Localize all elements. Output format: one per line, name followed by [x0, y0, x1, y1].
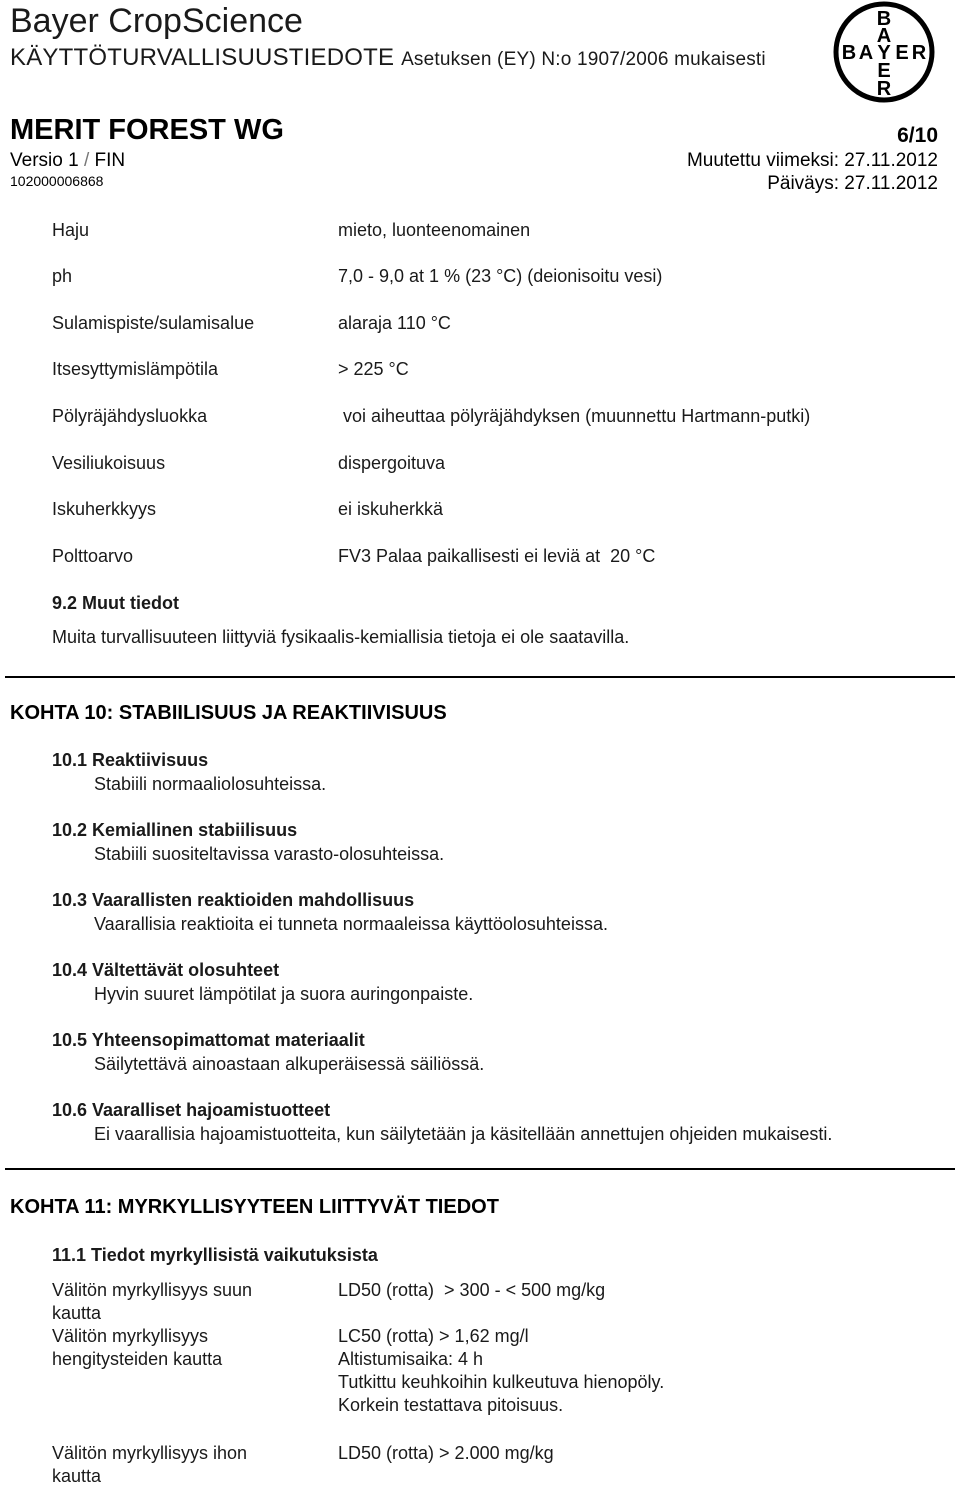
logo-letter-e-horizontal: E	[895, 42, 909, 64]
property-label-calorific-value: Polttoarvo	[52, 546, 134, 566]
logo-letter-e: E	[877, 60, 891, 82]
section-10-title: KOHTA 10: STABIILISUUS JA REAKTIIVISUUS	[10, 702, 447, 724]
toxicity-value-inhalation	[338, 1325, 664, 1417]
property-value-ph: 7,0 - 9,0 at 1 % (23 °C) (deionisoitu vesi)	[338, 266, 663, 286]
toxicity-label-inhalation	[52, 1325, 222, 1371]
logo-letter-a: A	[876, 25, 892, 47]
product-name: MERIT FOREST WG	[10, 114, 284, 146]
section-divider	[5, 676, 955, 678]
toxicology-subheading: 11.1 Tiedot myrkyllisistä vaikutuksista	[52, 1245, 378, 1265]
property-label-autoignition: Itsesyttymislämpötila	[52, 359, 219, 379]
section-divider	[5, 1168, 955, 1170]
toxicity-label-oral	[52, 1279, 252, 1325]
property-value-dust-explosion: voi aiheuttaa pölyräjähdyksen (muunnettu Hartmann-putki)	[338, 406, 811, 426]
toxicity-value-line: Tutkittu keuhkoihin kulkeutuva hienopöly.	[338, 1372, 665, 1392]
document-number: 102000006868	[10, 173, 104, 189]
version-label: Versio	[10, 150, 63, 171]
property-value-autoignition: > 225 °C	[338, 359, 409, 379]
property-label-melting-point: Sulamispiste/sulamisalue	[52, 313, 255, 333]
toxicity-value-line: LC50 (rotta) > 1,62 mg/l	[338, 1326, 529, 1346]
property-value-melting-point: alaraja 110 °C	[338, 313, 451, 333]
subsection-text: Ei vaarallisia hajoamistuotteita, kun säilytetään ja käsitellään annettujen ohjeiden mukaisesti.	[94, 1124, 833, 1144]
page-number: 6/10	[897, 124, 938, 147]
other-info-text: Muita turvallisuuteen liittyviä fysikaalis-kemiallisia tietoja ei ole saatavilla.	[52, 627, 630, 647]
document-type-label: KÄYTTÖTURVALLISUUSTIEDOTE	[10, 44, 395, 71]
toxicity-value-line: LD50 (rotta) > 300 - < 500 mg/kg	[338, 1280, 606, 1300]
toxicity-value-line: Korkein testattava pitoisuus.	[338, 1395, 564, 1415]
toxicity-label-line: Välitön myrkyllisyys	[52, 1326, 209, 1346]
subsection-heading: 10.3 Vaarallisten reaktioiden mahdollisuus	[52, 890, 415, 910]
toxicity-value-line: Altistumisaika: 4 h	[338, 1349, 484, 1369]
section-11-title: KOHTA 11: MYRKYLLISYYTEEN LIITTYVÄT TIEDOT	[10, 1196, 499, 1218]
toxicity-label-line: kautta	[52, 1466, 102, 1486]
property-value-calorific-value: FV3 Palaa paikallisesti ei leviä at 20 °C	[338, 546, 656, 566]
regulation-text: Asetuksen (EY) N:o 1907/2006 mukaisesti	[401, 49, 766, 70]
subsection-heading: 10.4 Vältettävät olosuhteet	[52, 960, 280, 980]
toxicity-value-oral	[338, 1279, 605, 1302]
version-separator: /	[83, 150, 90, 171]
subsection-heading: 10.2 Kemiallinen stabiilisuus	[52, 820, 298, 840]
subsection-text: Hyvin suuret lämpötilat ja suora auringonpaiste.	[94, 984, 474, 1004]
property-label-odour: Haju	[52, 220, 90, 240]
toxicity-value-dermal	[338, 1442, 554, 1465]
toxicity-label-dermal	[52, 1442, 247, 1488]
document-type	[10, 44, 766, 72]
property-label-ph: ph	[52, 266, 73, 286]
subsection-text: Vaarallisia reaktioita ei tunneta normaaleissa käyttöolosuhteissa.	[94, 914, 608, 934]
bayer-logo	[832, 0, 936, 104]
logo-letter-y: Y	[877, 42, 891, 64]
last-modified: Muutettu viimeksi: 27.11.2012	[686, 150, 938, 171]
version-info	[10, 150, 125, 172]
toxicity-label-line: kautta	[52, 1303, 102, 1323]
subsection-text: Stabiili suositeltavissa varasto-olosuhteissa.	[94, 844, 445, 864]
toxicity-label-line: Välitön myrkyllisyys ihon	[52, 1443, 248, 1463]
logo-letter-b-horizontal: B	[841, 42, 857, 64]
property-value-water-solubility: dispergoituva	[338, 453, 446, 473]
property-value-odour: mieto, luonteenomainen	[338, 220, 531, 240]
version-number: 1	[68, 150, 79, 171]
subsection-text: Stabiili normaaliolosuhteissa.	[94, 774, 327, 794]
version-language: FIN	[94, 150, 126, 171]
property-label-water-solubility: Vesiliukoisuus	[52, 453, 166, 473]
subsection-text: Säilytettävä ainoastaan alkuperäisessä säiliössä.	[94, 1054, 485, 1074]
subsection-heading: 10.1 Reaktiivisuus	[52, 750, 209, 770]
logo-letter-a-horizontal: A	[858, 42, 874, 64]
subsection-heading: 10.6 Vaaralliset hajoamistuotteet	[52, 1100, 331, 1120]
property-label-impact-sensitivity: Iskuherkkyys	[52, 499, 157, 519]
property-value-impact-sensitivity: ei iskuherkkä	[338, 499, 444, 519]
other-info-heading: 9.2 Muut tiedot	[52, 593, 179, 613]
logo-letter-r-horizontal: R	[911, 42, 927, 64]
logo-letter-b: B	[876, 8, 892, 30]
toxicity-value-line: LD50 (rotta) > 2.000 mg/kg	[338, 1443, 554, 1463]
logo-letter-r: R	[876, 78, 892, 100]
document-date: Päiväys: 27.11.2012	[767, 173, 938, 194]
toxicity-label-line: Välitön myrkyllisyys suun	[52, 1280, 253, 1300]
toxicity-label-line: hengitysteiden kautta	[52, 1349, 223, 1369]
company-name: Bayer CropScience	[10, 2, 303, 40]
property-label-dust-explosion: Pölyräjähdysluokka	[52, 406, 208, 426]
subsection-heading: 10.5 Yhteensopimattomat materiaalit	[52, 1030, 365, 1050]
